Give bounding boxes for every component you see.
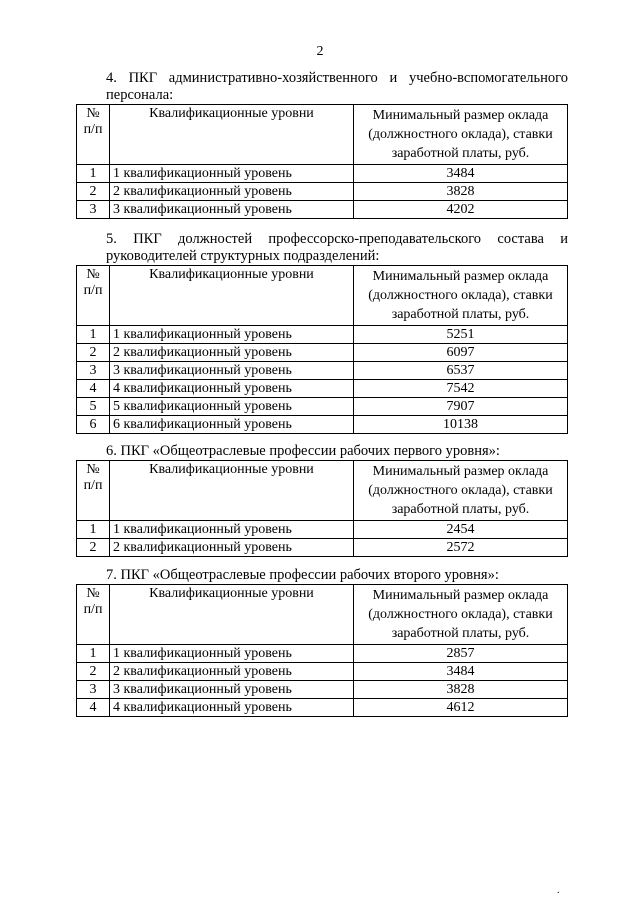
cell-n: 2	[77, 183, 110, 201]
salary-table	[76, 104, 568, 219]
header-salary: Минимальный размер оклада (должностного оклада), ставки заработной платы, руб.	[354, 105, 568, 165]
cell-salary: 10138	[354, 416, 568, 434]
salary-table	[76, 265, 568, 434]
section-title: 5. ПКГ должностей профессорско-преподавательского состава и руководителей структурных подразделений:	[106, 231, 568, 264]
header-num: № п/п	[77, 266, 110, 326]
table-row	[77, 539, 568, 557]
cell-level: 2 квалификационный уровень	[110, 183, 354, 201]
cell-n: 1	[77, 645, 110, 663]
cell-salary: 3828	[354, 681, 568, 699]
cell-level: 1 квалификационный уровень	[110, 165, 354, 183]
header-num: № п/п	[77, 461, 110, 521]
cell-salary: 7907	[354, 398, 568, 416]
cell-level: 3 квалификационный уровень	[110, 362, 354, 380]
header-salary: Минимальный размер оклада (должностного оклада), ставки заработной платы, руб.	[354, 461, 568, 521]
salary-table	[76, 584, 568, 717]
section-title: 7. ПКГ «Общеотраслевые профессии рабочих второго уровня»:	[106, 567, 499, 583]
cell-level: 3 квалификационный уровень	[110, 681, 354, 699]
table-row	[77, 344, 568, 362]
cell-salary: 2454	[354, 521, 568, 539]
header-level: Квалификационные уровни	[110, 105, 354, 165]
table-row	[77, 699, 568, 717]
cell-level: 2 квалификационный уровень	[110, 539, 354, 557]
cell-level: 1 квалификационный уровень	[110, 326, 354, 344]
table-row	[77, 645, 568, 663]
table-row	[77, 380, 568, 398]
cell-n: 2	[77, 663, 110, 681]
cell-n: 1	[77, 165, 110, 183]
cell-n: 5	[77, 398, 110, 416]
cell-salary: 4202	[354, 201, 568, 219]
header-level: Квалификационные уровни	[110, 461, 354, 521]
cell-n: 3	[77, 362, 110, 380]
cell-salary: 2857	[354, 645, 568, 663]
section-5	[76, 231, 568, 434]
header-salary: Минимальный размер оклада (должностного оклада), ставки заработной платы, руб.	[354, 266, 568, 326]
cell-n: 4	[77, 380, 110, 398]
cell-level: 4 квалификационный уровень	[110, 380, 354, 398]
cell-salary: 5251	[354, 326, 568, 344]
cell-n: 1	[77, 326, 110, 344]
cell-salary: 6537	[354, 362, 568, 380]
cell-n: 4	[77, 699, 110, 717]
section-6	[76, 443, 568, 557]
table-row	[77, 201, 568, 219]
table-row	[77, 398, 568, 416]
cell-n: 2	[77, 344, 110, 362]
table-header-row	[77, 266, 568, 326]
section-4	[76, 70, 568, 219]
header-num: № п/п	[77, 585, 110, 645]
page-number: 2	[316, 44, 324, 59]
section-title: 4. ПКГ административно-хозяйственного и учебно-вспомогательного персонала:	[106, 70, 568, 103]
header-salary: Минимальный размер оклада (должностного оклада), ставки заработной платы, руб.	[354, 585, 568, 645]
cell-level: 2 квалификационный уровень	[110, 344, 354, 362]
cell-n: 1	[77, 521, 110, 539]
table-row	[77, 663, 568, 681]
table-header-row	[77, 461, 568, 521]
table-row	[77, 165, 568, 183]
salary-table	[76, 460, 568, 557]
table-row	[77, 326, 568, 344]
cell-salary: 7542	[354, 380, 568, 398]
table-header-row	[77, 105, 568, 165]
cell-salary: 6097	[354, 344, 568, 362]
margin-mark: .	[557, 885, 560, 896]
cell-level: 2 квалификационный уровень	[110, 663, 354, 681]
cell-salary: 3828	[354, 183, 568, 201]
cell-level: 5 квалификационный уровень	[110, 398, 354, 416]
table-row	[77, 362, 568, 380]
cell-level: 1 квалификационный уровень	[110, 521, 354, 539]
table-header-row	[77, 585, 568, 645]
table-row	[77, 183, 568, 201]
cell-salary: 4612	[354, 699, 568, 717]
header-num: № п/п	[77, 105, 110, 165]
cell-level: 6 квалификационный уровень	[110, 416, 354, 434]
cell-n: 2	[77, 539, 110, 557]
cell-level: 1 квалификационный уровень	[110, 645, 354, 663]
section-7	[76, 567, 568, 717]
table-row	[77, 681, 568, 699]
cell-level: 3 квалификационный уровень	[110, 201, 354, 219]
cell-n: 6	[77, 416, 110, 434]
cell-n: 3	[77, 681, 110, 699]
cell-level: 4 квалификационный уровень	[110, 699, 354, 717]
header-level: Квалификационные уровни	[110, 585, 354, 645]
section-title: 6. ПКГ «Общеотраслевые профессии рабочих первого уровня»:	[106, 443, 500, 459]
cell-salary: 3484	[354, 165, 568, 183]
header-level: Квалификационные уровни	[110, 266, 354, 326]
table-row	[77, 416, 568, 434]
cell-salary: 2572	[354, 539, 568, 557]
table-row	[77, 521, 568, 539]
cell-salary: 3484	[354, 663, 568, 681]
cell-n: 3	[77, 201, 110, 219]
